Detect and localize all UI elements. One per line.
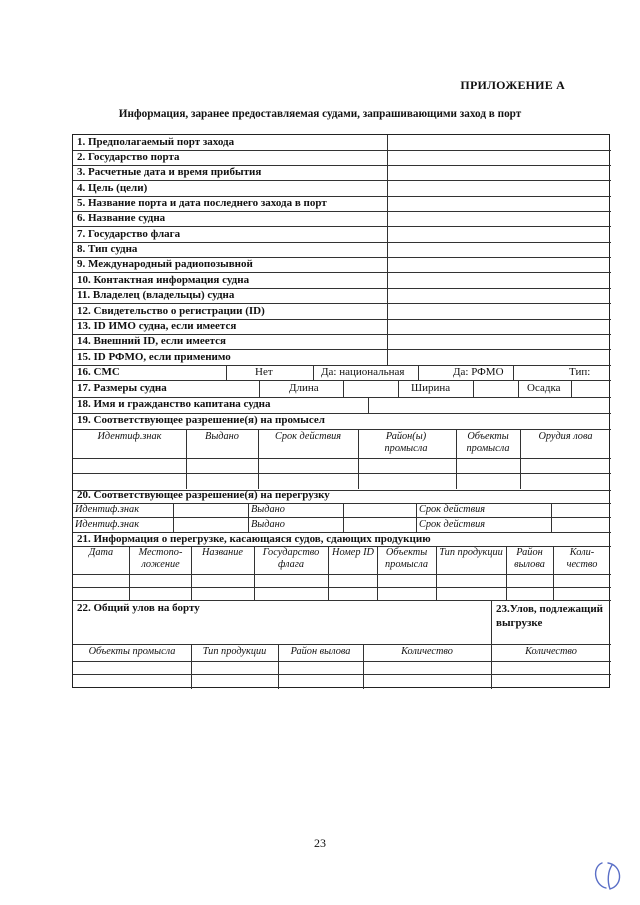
row-label-5: 5. Название порта и дата последнего захода в порт bbox=[77, 197, 327, 209]
port-entry-form bbox=[72, 134, 610, 688]
ti-col-id: Номер ID bbox=[332, 547, 374, 558]
ti-col-quantity: Коли-чество bbox=[566, 547, 598, 570]
ti-col-area: Район вылова bbox=[514, 547, 545, 570]
row-label-3: 3. Расчетные дата и время прибытия bbox=[77, 166, 262, 178]
ti-col-location: Местопо-ложение bbox=[138, 547, 183, 570]
catch-col-quantity: Количество bbox=[401, 646, 453, 657]
transship-issued-1: Выдано bbox=[251, 504, 285, 515]
catch-col-product: Тип продукции bbox=[202, 646, 267, 657]
transshipment-authorization-label: 20. Соответствующее разрешение(я) на перегрузку bbox=[77, 489, 330, 501]
page-number: 23 bbox=[314, 836, 326, 850]
master-label: 18. Имя и гражданство капитана судна bbox=[77, 398, 271, 410]
vms-option-no: Нет bbox=[255, 366, 273, 378]
row-label-13: 13. ID ИМО судна, если имеется bbox=[77, 320, 237, 332]
ti-col-date: Дата bbox=[88, 547, 114, 558]
row-label-6: 6. Название судна bbox=[77, 212, 166, 224]
ti-col-name: Название bbox=[202, 547, 243, 558]
vms-label: 16. СМС bbox=[77, 366, 120, 378]
row-label-4: 4. Цель (цели) bbox=[77, 182, 148, 194]
offload-col-quantity: Количество bbox=[525, 646, 577, 657]
ti-col-species: Объекты промысла bbox=[385, 547, 428, 570]
row-label-1: 1. Предполагаемый порт захода bbox=[77, 136, 235, 148]
fishing-col-gear: Орудия лова bbox=[538, 431, 593, 442]
row-label-14: 14. Внешний ID, если имеется bbox=[77, 335, 226, 347]
appendix-label: ПРИЛОЖЕНИЕ А bbox=[460, 78, 565, 92]
row-label-11: 11. Владелец (владельцы) судна bbox=[77, 289, 235, 301]
handwritten-mark-icon bbox=[588, 855, 628, 895]
dimensions-label: 17. Размеры судна bbox=[77, 382, 167, 394]
ti-col-flag: Государство флага bbox=[262, 547, 320, 570]
row-label-15: 15. ID РФМО, если применимо bbox=[77, 351, 231, 363]
transshipment-info-label: 21. Информация о перегрузке, касающаяся судов, сдающих продукцию bbox=[77, 533, 431, 545]
catch-col-species: Объекты промысла bbox=[88, 646, 176, 657]
transship-validity-1: Срок действия bbox=[419, 504, 486, 515]
fishing-col-areas: Район(ы) промысла bbox=[384, 431, 428, 454]
fishing-col-issued: Выдано bbox=[205, 431, 239, 442]
row-label-9: 9. Международный радиопозывной bbox=[77, 258, 253, 270]
row-label-7: 7. Государство флага bbox=[77, 228, 181, 240]
total-catch-label: 22. Общий улов на борту bbox=[77, 602, 200, 614]
transship-validity-2: Срок действия bbox=[419, 519, 486, 530]
row-label-8: 8. Тип судна bbox=[77, 243, 138, 255]
transship-id-2: Идентиф.знак bbox=[75, 519, 140, 530]
offload-catch-label: 23.Улов, подлежащий выгрузке bbox=[496, 603, 603, 629]
catch-col-area: Район вылова bbox=[290, 646, 351, 657]
vms-option-rfmo: Да: РФМО bbox=[453, 366, 504, 378]
vms-option-national: Да: национальная bbox=[321, 366, 405, 378]
fishing-col-species: Объекты промысла bbox=[466, 431, 510, 454]
fishing-col-id: Идентиф.знак bbox=[97, 431, 162, 442]
transship-issued-2: Выдано bbox=[251, 519, 285, 530]
ti-col-product: Тип продукции bbox=[439, 547, 503, 558]
transship-id-1: Идентиф.знак bbox=[75, 504, 140, 515]
width-label: Ширина bbox=[411, 382, 451, 394]
fishing-authorization-label: 19. Соответствующее разрешение(я) на промысел bbox=[77, 414, 325, 426]
row-label-10: 10. Контактная информация судна bbox=[77, 274, 250, 286]
draft-label: Осадка bbox=[527, 382, 561, 394]
fishing-col-validity: Срок действия bbox=[274, 431, 342, 442]
length-label: Длина bbox=[289, 382, 319, 394]
row-label-2: 2. Государство порта bbox=[77, 151, 180, 163]
form-title: Информация, заранее предоставляемая судами, запрашивающими заход в порт bbox=[118, 108, 522, 120]
vms-option-type: Тип: bbox=[569, 366, 591, 378]
row-label-12: 12. Свидетельство о регистрации (ID) bbox=[77, 305, 265, 317]
